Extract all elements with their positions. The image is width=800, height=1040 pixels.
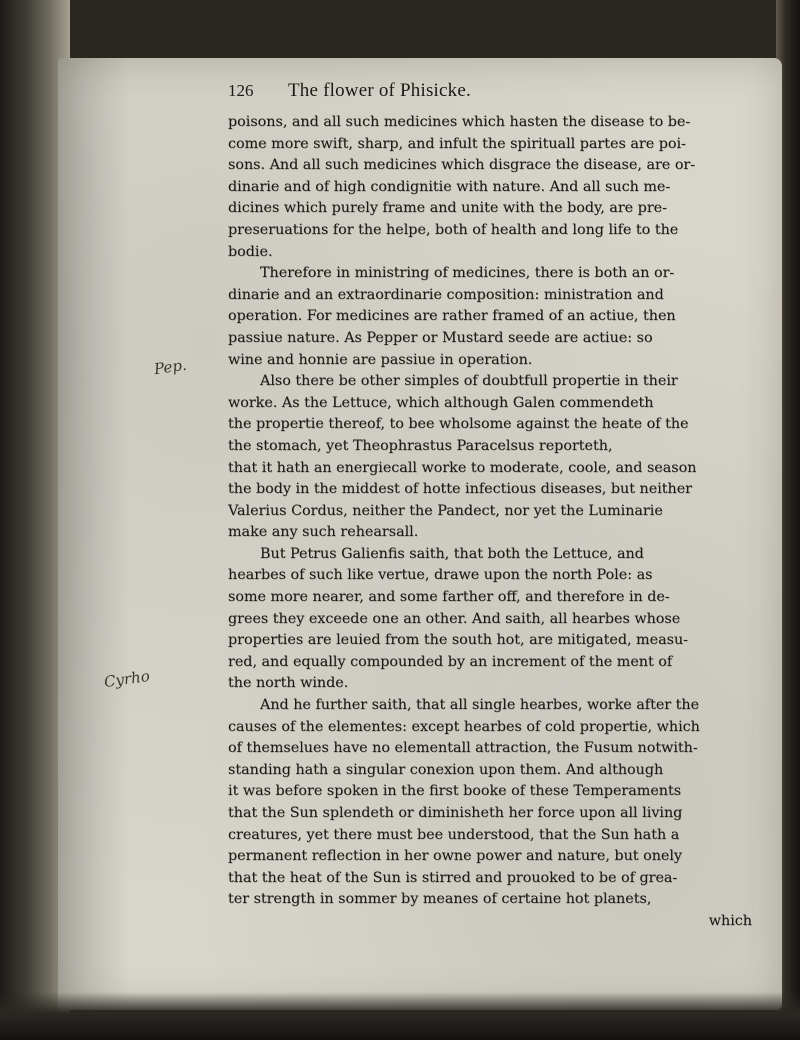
text-line: worke. As the Lettuce, which although Galen commendeth: [228, 394, 654, 411]
running-title: The flower of Phisicke.: [288, 80, 471, 101]
text-line: sons. And all such medicines which disgrace the disease, are or-: [228, 157, 696, 174]
page-header: [228, 80, 768, 106]
text-line: bodie.: [228, 243, 273, 260]
text-line: causes of the elementes: except hearbes of cold propertie, which: [228, 718, 700, 735]
text-line: that the heat of the Sun is stirred and prouoked to be of grea-: [228, 869, 678, 886]
text-line: that it hath an energiecall worke to moderate, coole, and season: [228, 459, 697, 476]
margin-note-lower: Cyrho: [102, 666, 151, 692]
text-line: poisons, and all such medicines which hasten the disease to be-: [228, 114, 691, 130]
text-line: grees they exceede one an other. And saith, all hearbes whose: [228, 610, 681, 627]
text-line: Valerius Cordus, neither the Pandect, nor yet the Luminarie: [228, 502, 663, 519]
text-line: that the Sun splendeth or diminisheth her force upon all living: [228, 805, 683, 821]
text-line: preseruations for the helpe, both of health and long life to the: [228, 221, 679, 238]
text-line: the body in the middest of hotte infectious diseases, but neither: [228, 481, 693, 498]
margin-notes: [58, 58, 218, 1010]
text-line: the north winde.: [228, 675, 349, 692]
text-line: dicines which purely frame and unite with the body, are pre-: [228, 200, 667, 217]
text-line: creatures, yet there must bee understood, that the Sun hath a: [228, 826, 680, 843]
text-block: [228, 80, 768, 933]
text-line: some more nearer, and some farther off, and therefore in de-: [228, 589, 670, 606]
text-line: it was before spoken in the first booke of these Temperaments: [228, 783, 682, 800]
scan-border-bottom: [0, 992, 800, 1040]
paragraph-start: But Petrus Galienfis saith, that both the Lettuce, and: [260, 545, 644, 562]
text-line: the propertie thereof, to bee wholsome against the heate of the: [228, 416, 689, 433]
paragraph-start: Also there be other simples of doubtfull propertie in their: [260, 373, 678, 390]
text-line: dinarie and of high condignitie with nature. And all such me-: [228, 178, 671, 195]
book-page: [58, 58, 782, 1010]
page-number: 126: [228, 81, 254, 100]
paragraph-start: Therefore in ministring of medicines, there is both an or-: [260, 265, 675, 282]
text-line: hearbes of such like vertue, drawe upon the north Pole: as: [228, 567, 653, 584]
text-line: wine and honnie are passiue in operation.: [228, 351, 533, 368]
text-line: permanent reflection in her owne power and nature, but onely: [228, 848, 683, 865]
text-line: make any such rehearsall.: [228, 524, 419, 541]
text-line: the stomach, yet Theophrastus Paracelsus reporteth,: [228, 437, 613, 454]
text-line: passiue nature. As Pepper or Mustard seede are actiue: so: [228, 329, 653, 346]
margin-note-upper: Pep.: [152, 355, 188, 379]
text-line: red, and equally compounded by an increment of the ment of: [228, 653, 673, 670]
text-line: ter strength in sommer by meanes of certaine hot planets,: [228, 891, 652, 908]
text-line: operation. For medicines are rather framed of an actiue, then: [228, 308, 676, 325]
text-line: standing hath a singular conexion upon them. And although: [228, 761, 664, 778]
text-line: properties are leuied from the south hot, are mitigated, measu-: [228, 632, 688, 649]
paragraph-start: And he further saith, that all single hearbes, worke after the: [260, 697, 700, 714]
text-line: dinarie and an extraordinarie composition: ministration and: [228, 286, 664, 303]
catchword: which: [708, 912, 752, 929]
text-line: come more swift, sharp, and infult the spirituall partes are poi-: [228, 135, 686, 152]
text-line: of themselues have no elementall attraction, the Fusum notwith-: [228, 740, 698, 757]
